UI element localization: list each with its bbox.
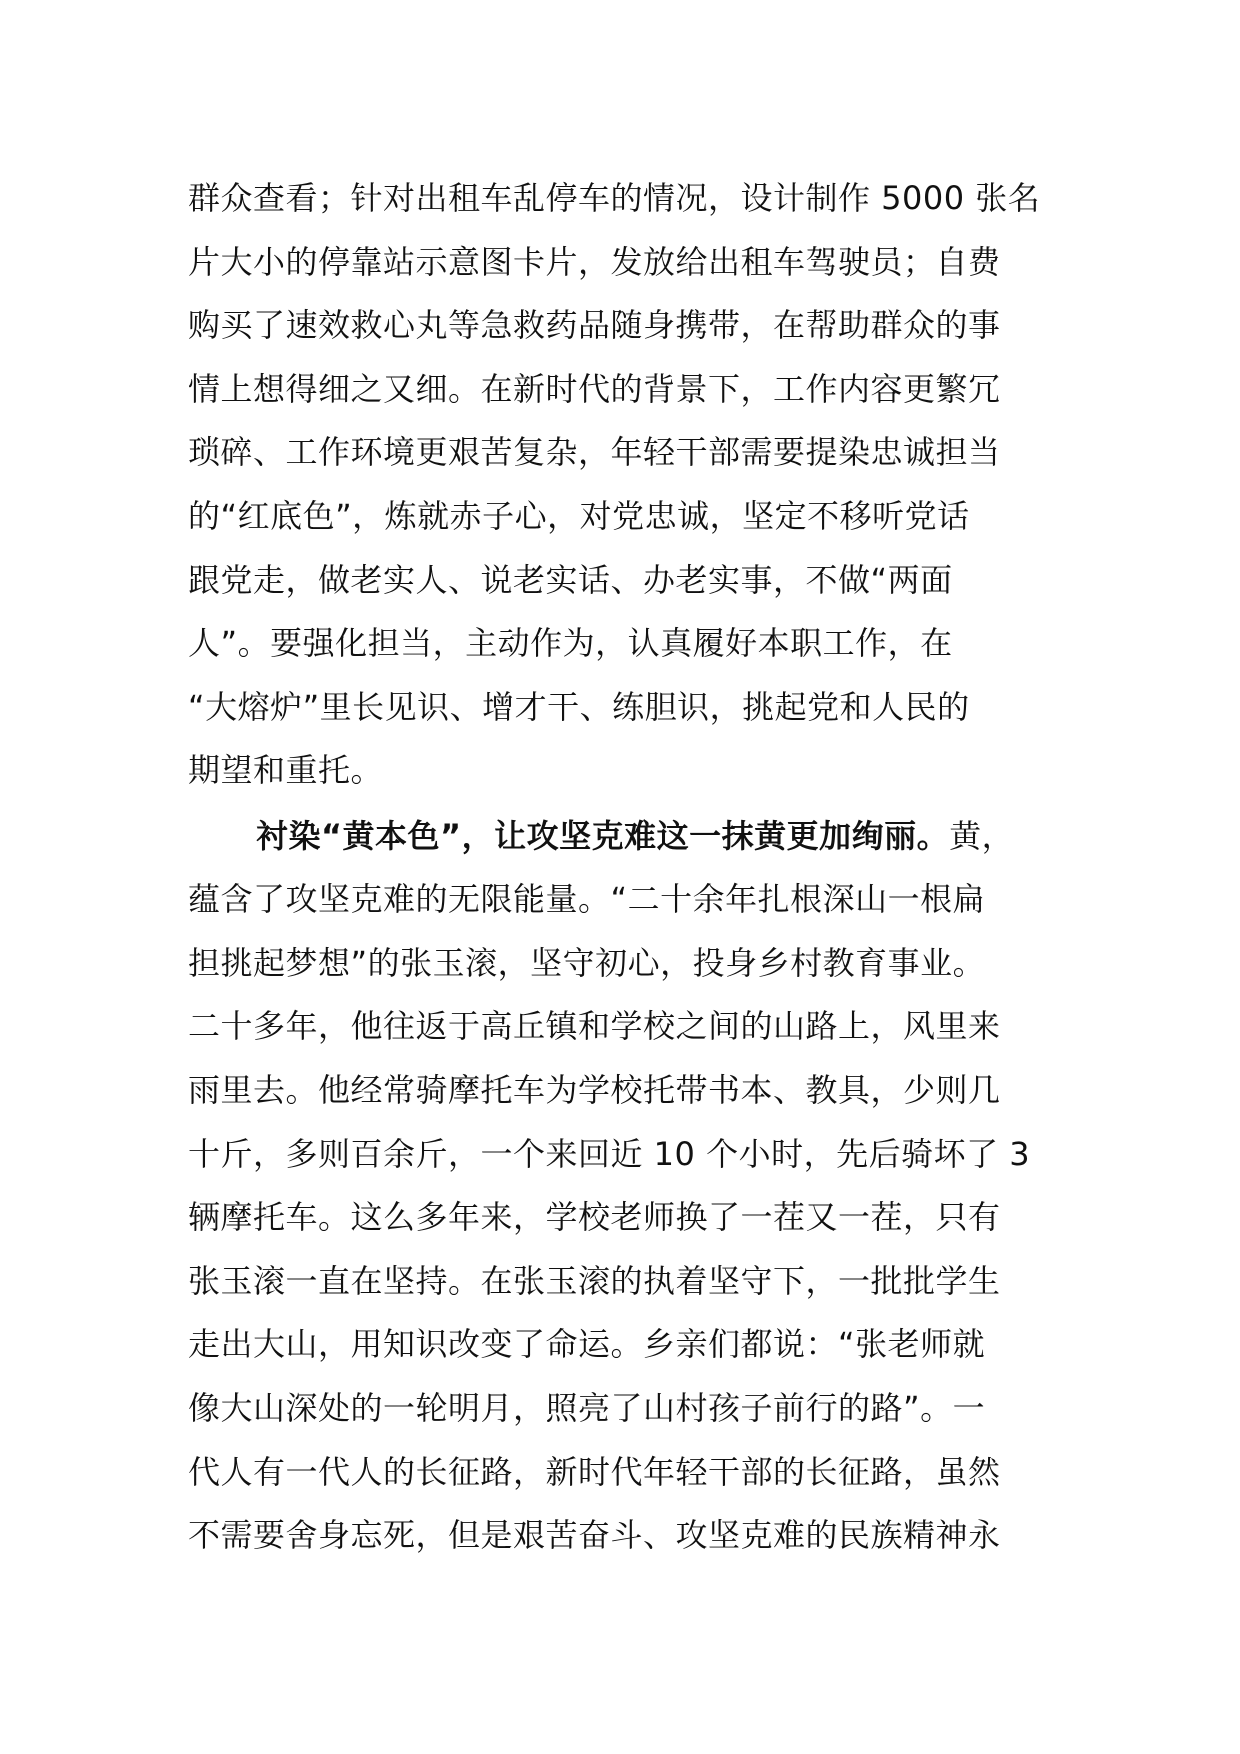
paragraph-line: 人”。要强化担当，主动作为，认真履好本职工作，在: [188, 624, 953, 662]
paragraph-line: 张玉滚一直在坚持。在张玉滚的执着坚守下，一批批学生: [188, 1262, 1001, 1300]
paragraph-line: 片大小的停靠站示意图卡片，发放给出租车驾驶员；自费: [188, 243, 1001, 281]
paragraph-line: 购买了速效救心丸等急救药品随身携带，在帮助群众的事: [188, 306, 1001, 344]
paragraph-line: 像大山深处的一轮明月，照亮了山村孩子前行的路”。一: [188, 1389, 986, 1427]
paragraph-line: “大熔炉”里长见识、增才干、练胆识，挑起党和人民的: [188, 688, 970, 726]
paragraph-line: 十斤，多则百余斤，一个来回近 10 个小时，先后骑坏了 3: [188, 1135, 1031, 1173]
paragraph-line: 群众查看；针对出租车乱停车的情况，设计制作 5000 张名: [188, 179, 1041, 217]
paragraph-line: 走出大山，用知识改变了命运。乡亲们都说：“张老师就: [188, 1325, 986, 1363]
paragraph-line: 代人有一代人的长征路，新时代年轻干部的长征路，虽然: [188, 1453, 1001, 1491]
paragraph-line: 琐碎、工作环境更艰苦复杂，年轻干部需要提染忠诚担当: [188, 433, 1001, 471]
paragraph-line: 跟党走，做老实人、说老实话、办老实事，不做“两面: [188, 561, 953, 599]
paragraph-line: 蕴含了攻坚克难的无限能量。“二十余年扎根深山一根扁: [188, 880, 986, 918]
paragraph-line: 二十多年，他往返于高丘镇和学校之间的山路上，风里来: [188, 1007, 1001, 1045]
paragraph-line: 不需要舍身忘死，但是艰苦奋斗、攻坚克难的民族精神永: [188, 1516, 1001, 1554]
paragraph-first-line: [256, 804, 1156, 868]
paragraph-line: 情上想得细之又细。在新时代的背景下，工作内容更繁冗: [188, 370, 1001, 408]
paragraph-line: 期望和重托。: [188, 751, 384, 789]
paragraph-line: 雨里去。他经常骑摩托车为学校托带书本、教具，少则几: [188, 1071, 1001, 1109]
paragraph-line: 担挑起梦想”的张玉滚，坚守初心，投身乡村教育事业。: [188, 944, 986, 982]
paragraph-heading: 衬染“黄本色”，让攻坚克难这一抹黄更加绚丽。: [256, 817, 950, 855]
paragraph-text: 黄，: [949, 817, 1015, 855]
paragraph-line: 的“红底色”，炼就赤子心，对党忠诚，坚定不移听党话: [188, 497, 970, 535]
paragraph-line: 辆摩托车。这么多年来，学校老师换了一茬又一茬，只有: [188, 1198, 1001, 1236]
